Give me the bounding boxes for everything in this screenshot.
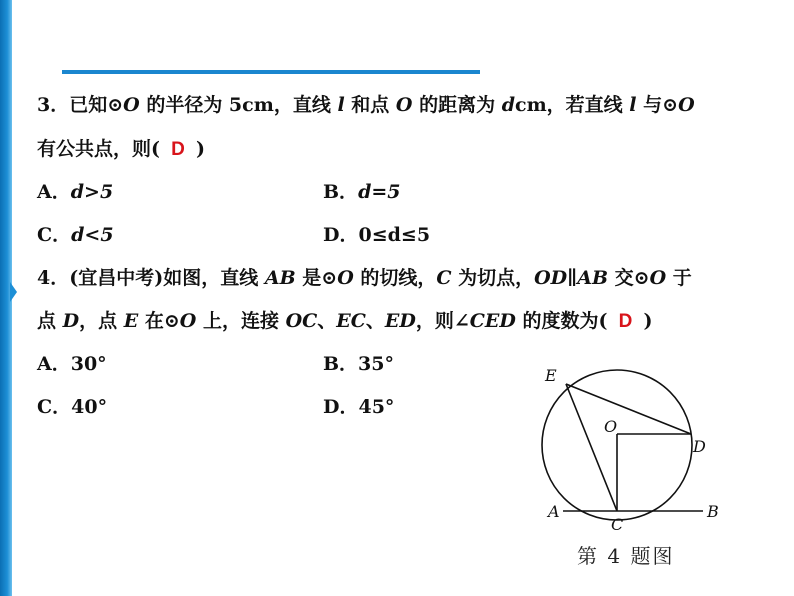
- top-divider-line: [62, 70, 480, 74]
- circle-tangent-figure: [540, 355, 730, 540]
- q4-stem-line2: 点 D，点 E 在⊙O 上，连接 OC、EC、ED，则∠CED 的度数为( D ): [37, 310, 653, 332]
- q4-option-d: D．45°: [323, 396, 395, 418]
- segment-ed: [566, 384, 691, 434]
- label-a: A: [548, 502, 560, 521]
- q3-option-d: D．0≤d≤5: [323, 224, 431, 246]
- label-c: C: [611, 515, 624, 534]
- q4-stem-line1: 4．(宜昌中考)如图，直线 AB 是⊙O 的切线，C 为切点，OD∥AB 交⊙O 于: [37, 267, 692, 289]
- q3-stem-line2: 有公共点，则( D ): [37, 138, 205, 160]
- label-b: B: [707, 502, 719, 521]
- label-d: D: [693, 437, 706, 456]
- q3-answer: D: [171, 139, 185, 160]
- q4-option-c: C．40°: [37, 396, 108, 418]
- q3-option-b: B．d=5: [323, 181, 401, 203]
- q4-option-a: A．30°: [37, 353, 107, 375]
- q4-option-b: B．35°: [323, 353, 394, 375]
- q4-answer: D: [618, 311, 633, 332]
- segment-ec: [566, 384, 617, 511]
- q3-option-a: A．d>5: [37, 181, 114, 203]
- left-accent-notch: [10, 282, 17, 302]
- label-o: O: [604, 417, 618, 436]
- q3-stem-line1: 3．已知⊙O 的半径为 5cm，直线 l 和点 O 的距离为 dcm，若直线 l 与⊙O: [37, 94, 695, 116]
- label-e: E: [545, 366, 557, 385]
- q3-option-c: C．d<5: [37, 224, 114, 246]
- figure-caption: 第 4 题图: [577, 544, 675, 568]
